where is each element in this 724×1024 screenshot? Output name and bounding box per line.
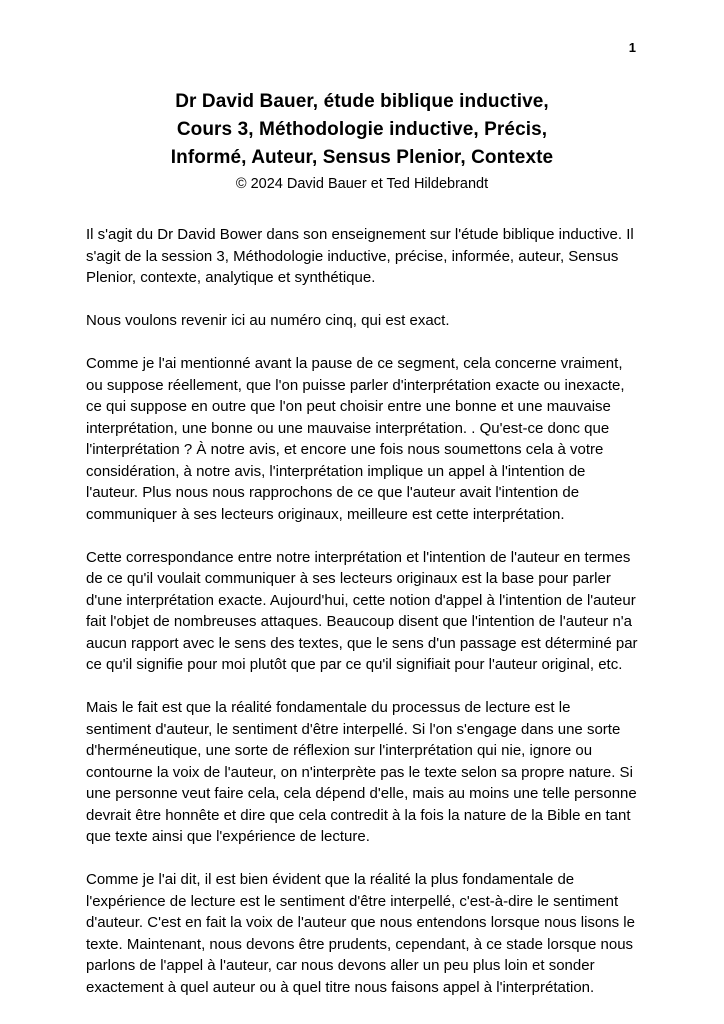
document-content bbox=[86, 88, 638, 1020]
copyright-line: © 2024 David Bauer et Ted Hildebrandt bbox=[235, 176, 489, 192]
paragraph-4: Cette correspondance entre notre interprétation et l'intention de l'auteur en termes de ce qu'il voulait communiquer à ses lecteurs originaux est la base pour parler d'une interprétation exacte. Aujourd'hui, cette notion d'appel à l'intention de l'auteur fait l'objet de nombreuses attaques. Beaucoup disent que l'intention de l'auteur n'a aucun rapport avec le sens des textes, que le sens d'un passage est déterminé par ce qu'il signifie pour moi plutôt que par ce qu'il signifiait pour l'auteur original, etc. bbox=[86, 548, 638, 673]
paragraph-2: Nous voulons revenir ici au numéro cinq, qui est exact. bbox=[86, 312, 450, 329]
title-line-1: Dr David Bauer, étude biblique inductive, bbox=[175, 91, 549, 112]
paragraph-3: Comme je l'ai mentionné avant la pause de ce segment, cela concerne vraiment, ou suppose réellement, que l'on puisse parler d'interprétation exacte ou inexacte, ce qui suppose en outre que l'on peut choisir entre une bonne et une mauvaise interprétation, une bonne ou une mauvaise interprétation. . Qu'est-ce donc que l'interprétation ? À notre avis, et encore une fois nous soumettons cela à votre considération, à notre avis, l'interprétation implique un appel à l'intention de l'auteur. Plus nous nous rapprochons de ce que l'auteur avait l'intention de communiquer à ses lecteurs originaux, meilleure est cette interprétation. bbox=[86, 355, 625, 523]
title-line-2: Cours 3, Méthodologie inductive, Précis, bbox=[176, 119, 548, 140]
paragraph-1: Il s'agit du Dr David Bower dans son enseignement sur l'étude biblique inductive. Il s'agit de la session 3, Méthodologie inductive, précise, informée, auteur, Sensus Plenior, contexte, analytique et synthétique. bbox=[86, 226, 634, 286]
paragraph-6: Comme je l'ai dit, il est bien évident que la réalité la plus fondamentale de l'expérience de lecture est le sentiment d'être interpellé, c'est-à-dire le sentiment d'auteur. C'est en fait la voix de l'auteur que nous entendons lorsque nous lisons le texte. Maintenant, nous devons être prudents, cependant, à ce stade lorsque nous parlons de l'appel à l'auteur, car nous devons aller un peu plus loin et sonder exactement à quel auteur ou à quel titre nous faisons appel à l'interprétation. bbox=[86, 871, 635, 996]
document-title bbox=[86, 88, 638, 172]
document-body bbox=[86, 224, 638, 998]
page-number: 1 bbox=[628, 40, 636, 55]
paragraph-5: Mais le fait est que la réalité fondamentale du processus de lecture est le sentiment d'auteur, le sentiment d'être interpellé. Si l'on s'engage dans une sorte d'herméneutique, une sorte de réflexion sur l'interprétation qui nie, ignore ou contourne la voix de l'auteur, on n'interprète pas le texte selon sa propre nature. Si une personne veut faire cela, cela dépend d'elle, mais au moins une telle personne devrait être honnête et dire que cela contredit à la fois la nature de la Bible en tant que texte ainsi que l'expérience de lecture. bbox=[86, 699, 637, 845]
title-line-3: Informé, Auteur, Sensus Plenior, Contexte bbox=[170, 147, 554, 168]
title-block bbox=[86, 88, 638, 194]
